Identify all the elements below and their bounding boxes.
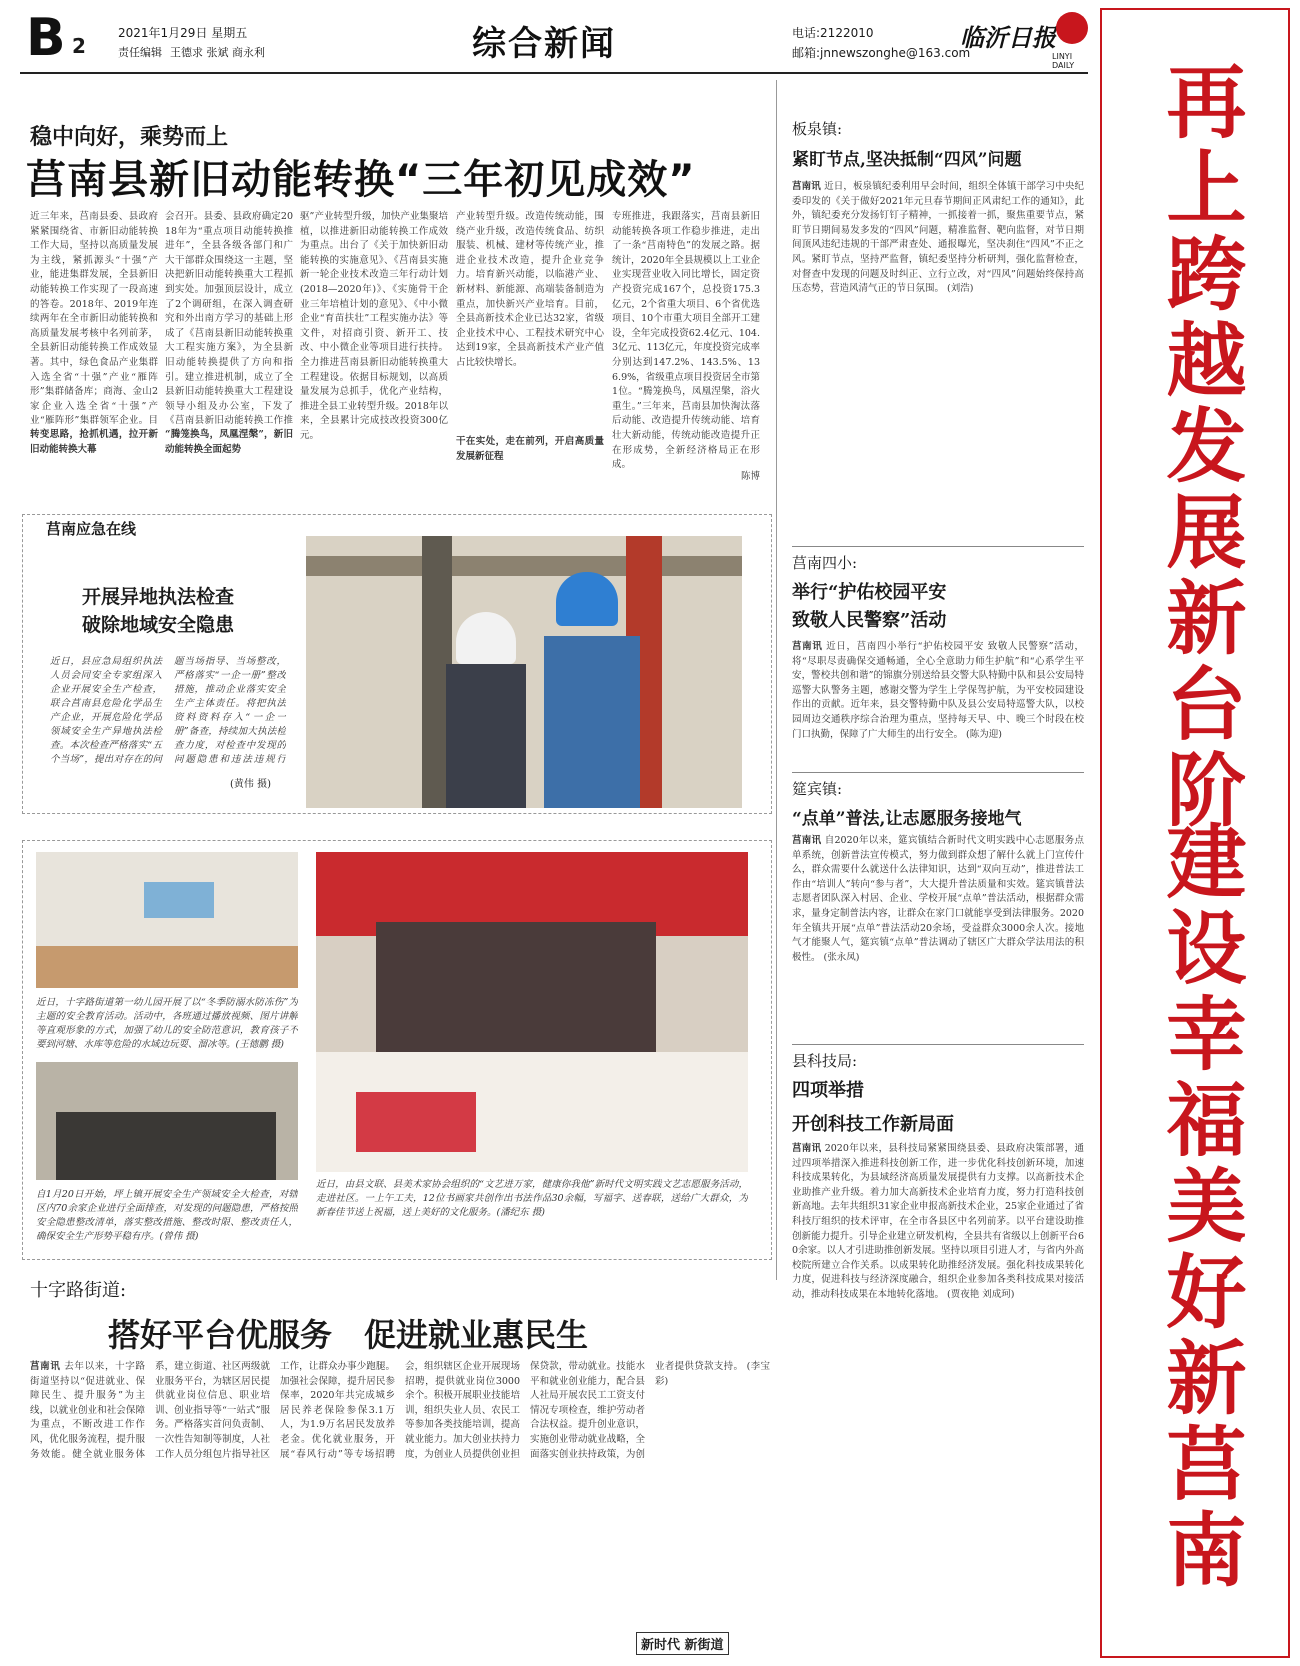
phone-label: 电话: [792,26,821,40]
editors-label: 责任编辑 [118,46,162,59]
lead-body-5: 专班推进，我跟落实，莒南县新旧动能转换各项工作稳步推进，走出了一条“莒南特色”的发展之路。据统计，2020年全县规模以上工业企业实现营业收入同比增长，固定资产投资完成167个，总投资175.3亿元，2个省重大项目、6个省优选项目、10个市重大项目全部开工建设，全年完成投资62.4亿元、104.3亿元、113亿元，年度投资完成率分别达到147.2%、143.5%、136.9%，省级重点项目投资居全市第1位。“腾笼换鸟，凤凰涅槃，浴火重生。”三年来，莒南县加快淘汰落后动能、改造提升传统动能、培育壮大新动能，传统动能改造提升正在形成势，全新经济格局正在形成。 [612,211,760,470]
email [792,44,970,61]
dingbin-body [792,834,1084,1040]
editors: 王德求 张斌 商永利 [170,46,265,59]
factory-caption [36,1188,298,1244]
lead-column-1 [30,210,158,485]
calligraphy-photo [316,852,748,1172]
kindergarten-credit: (王德鹏 摄) [235,1039,284,1050]
keji-body [792,1142,1084,1654]
photo-red-paper [356,1092,476,1152]
sixiao-credit: (陈为迎) [966,728,1002,740]
photo-inspectors [56,1112,276,1180]
phone-number: 2122010 [820,26,874,40]
keji-dateline: 莒南讯 [792,1143,822,1154]
sixiao-dateline: 莒南讯 [792,641,823,652]
emergency-body: 近日，县应急局组织执法人员会同安全专家组深入企业开展安全生产检查，联合莒南县危险化学品生产企业，开展危险化学品领域安全生产异地执法检查。本次检查严格落实“五个当场”，提出对存在的问题当场指导、当场整改，严格落实“一企一册”整改措施，推动企业落实安全生产主体责任。将把执法资料资料存入“一企一册”备查，持续加大执法检查力度，对检查中发现的问题隐患和违法违规行 [50,656,286,765]
photo-children [36,946,298,988]
paper-logo [960,10,1090,70]
lead-byline: 陈博 [740,471,760,482]
banquan-text: 近日，板泉镇纪委利用早会时间，组织全体镇干部学习中央纪委印发的《关于做好2021年元旦春节期间正风肃纪工作的通知》，此外，镇纪委充分发扬钉钉子精神，一抓接着一抓，聚焦重要节点，紧盯节日期间易发多发的“四风”问题，精准监督、靶向监督，对节日期间顶风违纪违规的干部严肃查处、通报曝光，坚决刹住“四风”不正之风。紧盯节点，坚持严监督，镇纪委坚持分析研判，强化监督检查，对督查中发现的问题及时纠正、立行立改，对“四风”问题始终保持高压态势，营造风清气正的节日氛围。 [792,181,1084,295]
calligraphy-caption-text: 近日，由县文联、县美术家协会组织的“文艺进万家，健康你我他”新时代文明实践文艺志愿服务活动，走进社区。一上午工夫，12位书画家共创作出书法作品30余幅，写福字、送春联，送给广大群众，为新春佳节送上祝福，送上美好的文化服务。 [316,1179,748,1218]
banner-line-1: 再上跨越发展新台阶 [1153,60,1246,834]
keji-place: 县科技局: [792,1052,858,1070]
lead-body-3: 驱”产业转型升级，加快产业集聚培植，以推进新旧动能转换工作成效为重点。出台了《关于加快新旧动能转换的实施意见》、《莒南县实施新一轮企业技术改造三年行动计划(2018—2020年)》、《实施骨干企业三年培植计划的意见》、《中小微企业“育苗扶壮”工程实施办法》等文件，对招商引资、新开工、技改、中小微企业等项目进行扶持。全力推进莒南县新旧动能转换重大工程建设。依据目标规划，以高质量发展为总抓手，优化产业结构，推进全县工业转型升级。2018年以来，全县累计完成技改投资300亿元。 [300,211,448,441]
kindergarten-caption [36,996,298,1056]
banquan-headline: 紧盯节点,坚决抵制“四风”问题 [792,150,1022,170]
shizilu-body [30,1360,770,1650]
calligraphy-caption [316,1178,748,1238]
masthead [20,8,1090,70]
photo-screen [144,882,214,918]
email-address: jnnewszonghe@163.com [820,46,971,60]
banquan-dateline: 莒南讯 [792,181,821,192]
lead-subhead-2: “腾笼换鸟，凤凰涅槃”，新旧动能转换全面起势 [165,429,293,455]
kindergarten-photo [36,852,298,988]
lead-subhead-1: 转变思路，抢抓机遇，拉开新旧动能转换大幕 [30,429,158,455]
email-label: 邮箱: [792,46,821,60]
lead-body-4: 产业转型升级。改造传统动能，围绕产业升级，改造传统食品、纺织服装、机械、建材等传统产业，推进企业技术改造，提升企业竞争力。培育新兴动能，以临港产业、新材料、新能源、高端装备制造为重点，加快新兴产业培育。目前，全县高新技术企业已达32家，省级企业技术中心、工程技术研究中心达到19家，全县高新技术产业产值占比较快增长。 [456,211,604,368]
kindergarten-caption-text: 近日，十字路街道第一幼儿园开展了以“冬季防溺水防冻伤”为主题的安全教育活动。活动中，各班通过播放视频、图片讲解等直观形象的方式，加强了幼儿的安全防范意识，教育孩子不要到河塘、水库等危险的水域边玩耍、溜冰等。 [36,997,298,1050]
right-rule-3 [792,1044,1084,1045]
shizilu-dateline: 莒南讯 [30,1361,61,1372]
shizilu-stamp: 新时代 新街道 [636,1632,729,1655]
lead-column-2 [165,210,293,485]
factory-credit: (曾伟 摄) [159,1231,199,1242]
dingbin-dateline: 莒南讯 [792,835,822,846]
right-rule-2 [792,772,1084,773]
page-number: 2 [72,34,86,58]
photo-person-body-2 [544,636,640,808]
banner-line-2: 建设幸福美好新莒南 [1153,820,1246,1594]
sixiao-place: 莒南四小: [792,554,858,572]
lead-body-1: 近三年来，莒南县委、县政府紧紧围绕省、市新旧动能转换工作大局，坚持以高质量发展为主线，紧抓源头“十强”产业，能进集群发展，全县新旧动能转换工作实现了一段高速的答卷。2018年、2019年连续两年在全市新旧动能转换和高质量发展考核中名列前茅，全县新旧动能转换工作成效显著。其中，绿色食品产业集群入选全省“十强”产业“雁阵形”集群储备库；商海、金山2家企业入选全省“十强”产业“雁阵形”集群领军企业。目 [30,211,158,427]
factory-photo [36,1062,298,1180]
emergency-credit: (黄伟 摄) [230,779,271,790]
sixiao-headline-1: 举行“护佑校园平安 [792,582,947,603]
lead-body-2: 会召开。县委、县政府确定2018年为“重点项目动能转换推进年”，全县各级各部门和广大干部群众围绕这一主题，坚决把新旧动能转换重大工程抓到实处。加强顶层设计，成立了2个调研组，在深入调查研究和外出南方学习的基础上形成了《莒南县新旧动能转换重大工程实施方案》，为全县新旧动能转换提供了方向和指引。建立推进机制，成立了全县新旧动能转换重大工程建设领导小组及办公室，下发了《莒南县新旧动能转换工作推 [165,211,293,427]
photo-pipe [306,556,742,576]
emergency-photo [306,536,742,808]
lead-column-5 [612,210,760,485]
dingbin-credit: (张永凤) [823,951,860,963]
banquan-credit: (刘浩) [947,283,974,295]
keji-credit: (贾夜艳 刘成珂) [947,1288,1015,1300]
emergency-section-label: 莒南应急在线 [42,518,140,539]
paper-name: 临沂日报 [960,23,1056,52]
keji-headline-2: 开创科技工作新局面 [792,1114,954,1135]
right-column-divider [776,80,777,1280]
keji-headline-1: 四项举措 [792,1080,864,1101]
section-title: 综合新闻 [472,24,616,64]
shizilu-text: 去年以来，十字路街道坚持以“促进就业、保障民生、提升服务”为主线，以就业创业和社会保障为重点，不断改进工作作风，优化服务流程，提升服务效能。健全就业服务体系，建立街道、社区两级就业服务平台，为辖区居民提供就业岗位信息、职业培训、创业指导等“一站式”服务。严格落实首问负责制、一次性告知制等制度，人社工作人员分组包片指导社区工作，让群众办事少跑腿。加强社会保障，提升居民参保率，2020年共完成城乡居民养老保险参保3.1万人，为1.9万名居民发放养老金。优化就业服务，开展“春风行动”等专场招聘会，组织辖区企业开展现场招聘，提供就业岗位3000余个。积极开展职业技能培训，组织失业人员、农民工等参加各类技能培训，提高就业能力。加大创业扶持力度，为创业人员提供创业担保贷款，带动就业。技能水平和就业创业能力，配合县人社局开展农民工工资支付情况专项检查，维护劳动者合法权益。提升创业意识，实施创业带动就业战略，全面落实创业扶持政策，为创业者提供贷款支持。 [30,1361,744,1460]
lead-column-3 [300,210,448,485]
banquan-body [792,180,1084,542]
page-letter: B [26,8,66,68]
emergency-title-1: 开展异地执法检查 [82,586,235,608]
lead-headline: 莒南县新旧动能转换“三年初见成效” [26,157,696,203]
dingbin-place: 筵宾镇: [792,780,843,798]
paper-name-en: LINYI DAILY [1052,52,1075,70]
lead-column-4 [456,210,604,485]
factory-caption-text: 自1月20日开始，坪上镇开展安全生产领域安全大检查，对辖区内70余家企业进行全面排查，对发现的问题隐患，严格按照安全隐患整改清单，落实整改措施、整改时限、整改责任人，确保安全生产形势平稳有序。 [36,1189,298,1242]
emergency-title-2: 破除地域安全隐患 [82,614,235,636]
sixiao-headline-2: 致敬人民警察”活动 [792,610,947,631]
shizilu-credit: (李宝彩) [655,1361,770,1387]
side-banner [1100,8,1290,1658]
sixiao-text: 近日，莒南四小举行“护佑校园平安 致敬人民警察”活动，将“尽职尽责确保交通畅通，全心全意助力师生护航”和“心系学生平安，警校共创和谐”的锦旗分别送给县交警大队特勤中队和县公安局特巡警大队警务主题，感谢交警为学生上学保驾护航，为平安校园建设作出的贡献。近年来，县交警特勤中队及县公安局特巡警大队，以校园周边交通秩序综合治理为重点，坚持每天早、中、晚三个时段在校门口执勤，保障了广大师生的出行安全。 [792,641,1084,740]
issue-date: 2021年1月29日 星期五 [118,26,248,40]
keji-text: 2020年以来，县科技局紧紧围绕县委、县政府决策部署，通过四项举措深入推进科技创新工作，进一步优化科技创新环境，加速科技成果转化，为县域经济高质量发展提供有力支撑。以高新技术企业助推产业升级。着力加大高新技术企业培育力度，努力打造科技创新高地。去年共组织31家企业申报高新技术企业，25家企业通过了省科技厅组织的技术评审，在全市各县区中名列前茅。以平台建设助推创新能力提升。引导企业建立研发机构，全县共有省级以上创新平台60余家。以人才引进助推创新发展。坚持以项目引进人才，与省内外高校院所建立合作关系。以成果转化助推经济发展。强化科技成果转化力度，促进科技与经济深度融合，组织企业参加各类科技成果对接活动，推动科技成果在本地转化落地。 [792,1143,1084,1300]
phone [792,24,874,41]
banquan-place: 板泉镇: [792,120,843,138]
calligraphy-credit: (潘纪东 摄) [496,1207,545,1218]
shizilu-headline: 搭好平台优服务 促进就业惠民生 [108,1316,589,1354]
photo-person-body-1 [446,664,526,808]
sixiao-body [792,640,1084,768]
lead-subhead-3: 干在实处，走在前列，开启高质量发展新征程 [456,436,604,462]
lead-kicker: 稳中向好，乘势而上 [30,124,229,150]
shizilu-place: 十字路街道: [30,1280,127,1301]
photo-calligraphers [376,922,656,1052]
photo-person-helmet-blue [556,572,618,626]
paper-emblem-icon [1056,12,1088,44]
masthead-rule [20,72,1088,74]
dingbin-headline: “点单”普法,让志愿服务接地气 [792,809,1022,829]
dingbin-text: 自2020年以来，筵宾镇结合新时代文明实践中心志愿服务点单系统，创新普法宣传模式，努力做到群众想了解什么就上门宣传什么，群众需要什么就送什么法律知识，达到“双向互动”，推进普法工作由“培训人”转向“参与者”，大大提升普法质量和实效。筵宾镇普法志愿者团队深入村居、企业、学校开展“点单”普法活动，根据群众需求，量身定制普法内容，让群众在家门口就能享受到法律服务。2020年全镇共开展“点单”普法活动20余场，受益群众3000余人次。接地气才能聚人气，筵宾镇“点单”普法调动了辖区广大群众学法用法的积极性。 [792,835,1084,963]
photo-person-helmet-white [456,612,516,664]
right-rule-1 [792,546,1084,547]
